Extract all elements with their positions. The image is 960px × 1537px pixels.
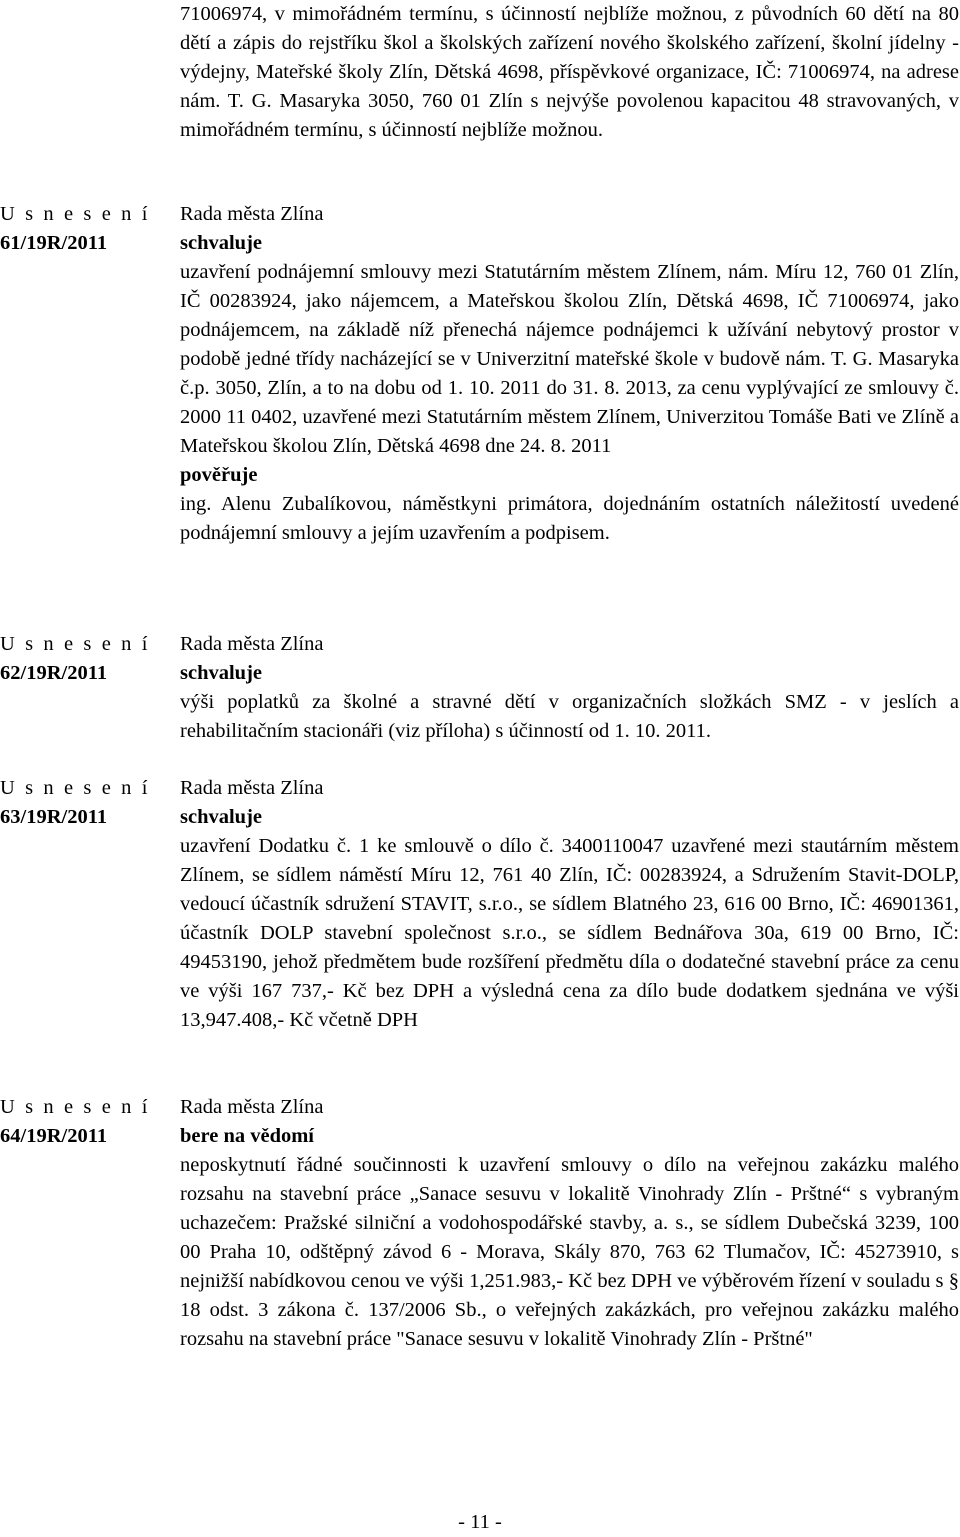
resolution-number: 63/19R/2011 xyxy=(0,806,108,828)
resolution-label: U s n e s e n í xyxy=(0,1096,151,1118)
council-name: Rada města Zlína xyxy=(180,777,324,799)
resolution-label: U s n e s e n í xyxy=(0,203,151,225)
intro-section xyxy=(180,0,959,145)
resolution-text: uzavření Dodatku č. 1 ke smlouvě o dílo č. 3400110047 uzavřené mezi stautárním městem Zlínem, se sídlem náměstí Míru 12, 761 40 Zlín, IČ: 00283924, a Sdružením Stavit-DOLP, vedoucí účastník sdružení STAVIT, s.r.o., se sídlem Blatného 23, 616 00 Brno, IČ: 46901361, účastník DOLP stavební společnost s.r.o., se sídlem Bednářova 30a, 619 00 Brno, IČ: 49453190, jehož předmětem bude rozšíření předmětu díla o dodatečné stavební práce za cenu ve výši 167 737,- Kč bez DPH a výsledná cena za dílo bude dodatkem sjednána ve výši 13,947.408,- Kč včetně DPH xyxy=(180,835,959,1031)
intro-paragraph: 71006974, v mimořádném termínu, s účinností nejblíže možnou, z původních 60 dětí na 80 dětí a zápis do rejstříku škol a školských zařízení nového školského zařízení, školní jídelny - výdejny, Mateřské školy Zlín, Dětská 4698, příspěvkové organizace, IČ: 71006974, na adrese nám. T. G. Masaryka 3050, 760 01 Zlín s nejvýše povolenou kapacitou 48 stravovaných, v mimořádném termínu, s účinností nejblíže možnou. xyxy=(180,3,959,141)
council-name: Rada města Zlína xyxy=(180,203,324,225)
resolution-text: uzavření podnájemní smlouvy mezi Statutárním městem Zlínem, nám. Míru 12, 760 01 Zlín, IČ 00283924, jako nájemcem, a Mateřskou školou Zlín, Dětská 4698, IČ 71006974, jako podnájemcem, na základě níž přenechá nájemce podnájemci k užívání nebytový prostor v podobě jedné třídy nacházející se v Univerzitní mateřské škole v budově nám. T. G. Masaryka č.p. 3050, Zlín, a to na dobu od 1. 10. 2011 do 31. 8. 2013, za cenu vyplývající ze smlouvy č. 2000 11 0402, uzavřené mezi Statutárním městem Zlínem, Univerzitou Tomáše Bati ve Zlíně a Mateřskou školou Zlín, Dětská 4698 dne 24. 8. 2011 xyxy=(180,261,959,457)
resolution-label-column xyxy=(0,774,172,832)
resolution-verb: bere na vědomí xyxy=(180,1125,315,1147)
resolution-label-column xyxy=(0,200,172,258)
page-number: - 11 - xyxy=(458,1511,502,1533)
resolution-text: neposkytnutí řádné součinnosti k uzavření smlouvy o dílo na veřejnou zakázku malého rozsahu na stavební práce „Sanace sesuvu v lokalitě Vinohrady Zlín - Prštné“ s vybraným uchazečem: Pražské silniční a vodohospodářské stavby, a. s., se sídlem Dubečská 3239, 100 00 Praha 10, odštěpný závod 6 - Morava, Skály 870, 763 62 Tlumačov, IČ: 45273910, s nejnižší nabídkovou cenou ve výši 1,251.983,- Kč bez DPH ve výběrovém řízení v souladu s § 18 odst. 3 zákona č. 137/2006 Sb., o veřejných zakázkách, pro veřejnou zakázku malého rozsahu na stavební práce "Sanace sesuvu v lokalitě Vinohrady Zlín - Prštné" xyxy=(180,1154,959,1350)
resolution-text: výši poplatků za školné a stravné dětí v organizačních složkách SMZ - v jeslích a rehabilitačním stacionáři (viz příloha) s účinností od 1. 10. 2011. xyxy=(180,691,959,742)
resolution-body xyxy=(180,630,959,746)
council-name: Rada města Zlína xyxy=(180,633,324,655)
resolution-number: 62/19R/2011 xyxy=(0,662,108,684)
resolution-verb: schvaluje xyxy=(180,806,262,828)
council-name: Rada města Zlína xyxy=(180,1096,324,1118)
resolution-number: 64/19R/2011 xyxy=(0,1125,108,1147)
resolution-verb: schvaluje xyxy=(180,232,262,254)
resolution-label: U s n e s e n í xyxy=(0,777,151,799)
resolution-body xyxy=(180,774,959,1035)
resolution-verb-secondary: pověřuje xyxy=(180,464,258,486)
resolution-body xyxy=(180,1093,959,1354)
resolution-body xyxy=(180,200,959,548)
resolution-label-column xyxy=(0,630,172,688)
resolution-text-secondary: ing. Alenu Zubalíkovou, náměstkyni primátora, dojednáním ostatních náležitostí uvedené podnájemní smlouvy a jejím uzavřením a podpisem. xyxy=(180,493,959,544)
resolution-number: 61/19R/2011 xyxy=(0,232,108,254)
resolution-verb: schvaluje xyxy=(180,662,262,684)
resolution-label: U s n e s e n í xyxy=(0,633,151,655)
resolution-label-column xyxy=(0,1093,172,1151)
